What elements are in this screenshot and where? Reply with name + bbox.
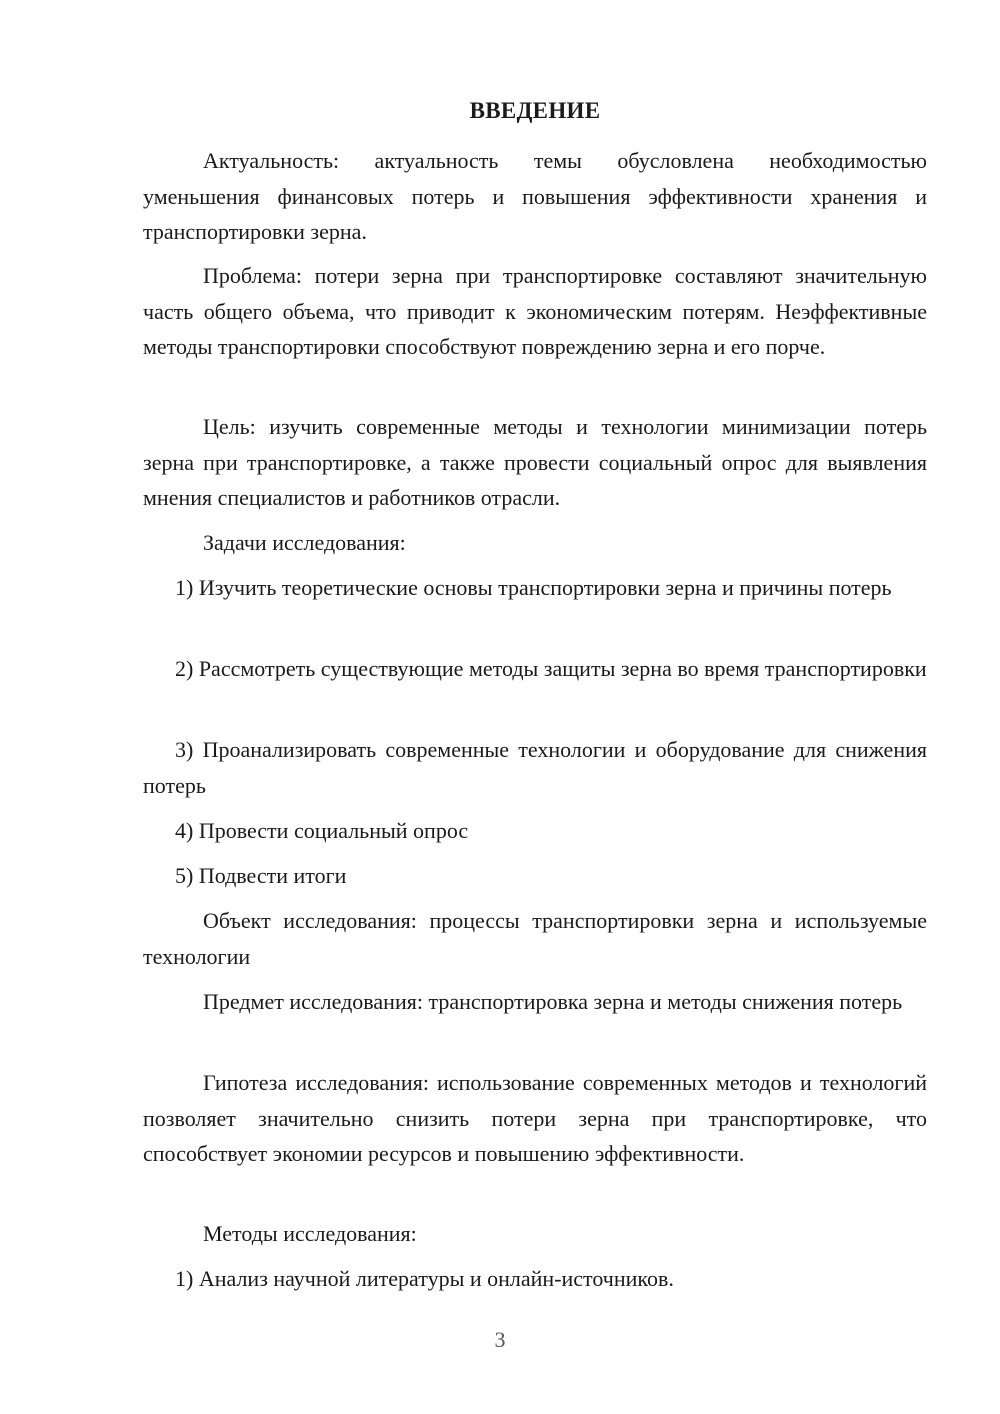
page-number: 3 bbox=[494, 1327, 506, 1352]
methods-title: Методы исследования: bbox=[203, 1221, 417, 1246]
task-item-1: 1) Изучить теоретические основы транспортировки зерна и причины потерь bbox=[175, 575, 892, 600]
paragraph-hypothesis: Гипотеза исследования: использование современных методов и технологий позволяет значительно снизить потери зерна при транспортировке, что способствует экономии ресурсов и повышению эффективности. bbox=[143, 1070, 927, 1166]
task-item-2: 2) Рассмотреть существующие методы защиты зерна во время транспортировки bbox=[175, 656, 927, 681]
tasks-title: Задачи исследования: bbox=[203, 530, 406, 555]
method-item-1: 1) Анализ научной литературы и онлайн-источников. bbox=[175, 1266, 674, 1291]
paragraph-problem: Проблема: потери зерна при транспортировке составляют значительную часть общего объема, что приводит к экономическим потерям. Неэффективные методы транспортировки способствуют повреждению зерна и его порче. bbox=[143, 263, 927, 359]
paragraph-goal: Цель: изучить современные методы и технологии минимизации потерь зерна при транспортировке, а также провести социальный опрос для выявления мнения специалистов и работников отрасли. bbox=[143, 414, 927, 510]
paragraph-subject: Предмет исследования: транспортировка зерна и методы снижения потерь bbox=[203, 989, 903, 1014]
task-item-3: 3) Проанализировать современные технологии и оборудование для снижения потерь bbox=[143, 737, 927, 798]
section-heading: ВВЕДЕНИЕ bbox=[469, 98, 601, 123]
paragraph-relevance: Актуальность: актуальность темы обусловлена необходимостью уменьшения финансовых потерь и повышения эффективности хранения и транспортировки зерна. bbox=[143, 148, 927, 244]
task-item-5: 5) Подвести итоги bbox=[175, 863, 347, 888]
task-item-4: 4) Провести социальный опрос bbox=[175, 818, 469, 843]
paragraph-object: Объект исследования: процессы транспортировки зерна и используемые технологии bbox=[143, 908, 927, 969]
